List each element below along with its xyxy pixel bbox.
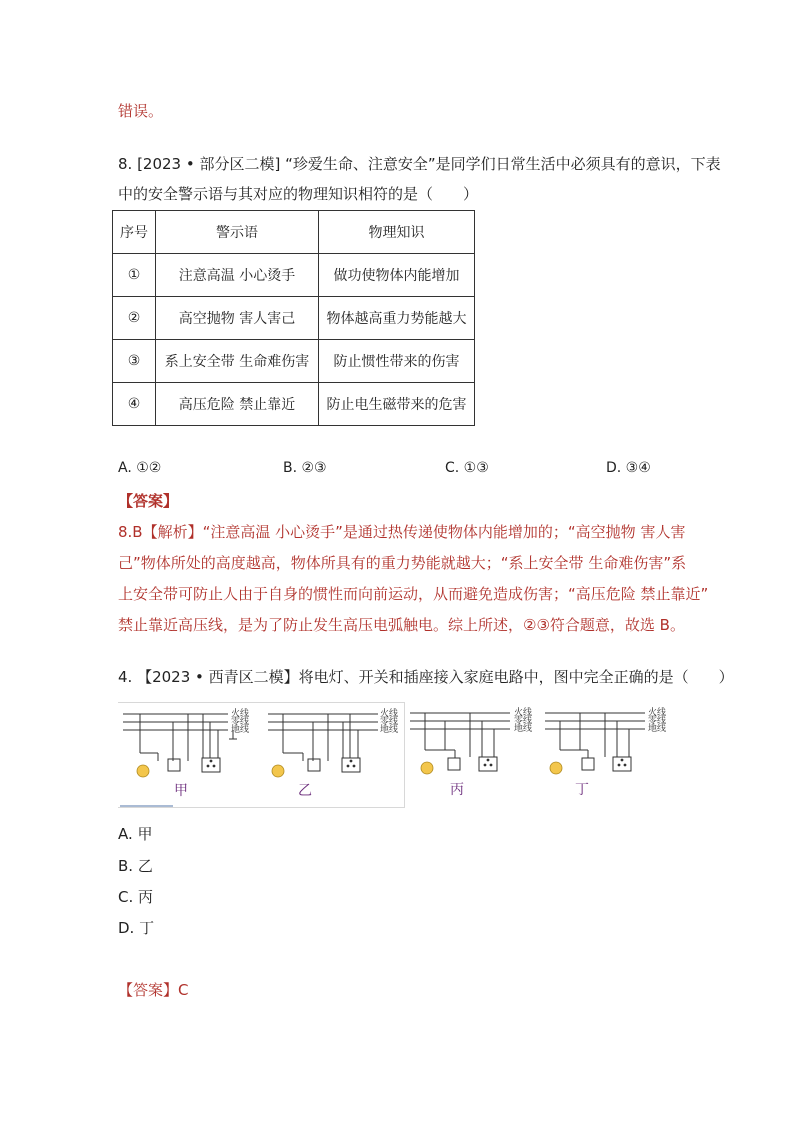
q8-answer-label: 【答案】 [118, 492, 179, 510]
table-header: 警示语 [156, 211, 319, 254]
wire-label-neutral: 零线 [648, 716, 667, 726]
warning-table [112, 210, 475, 426]
table-cell: 系上安全带 生命难伤害 [156, 340, 319, 383]
table-cell: 防止电生磁带来的危害 [319, 383, 475, 426]
q8-analysis-line1: 8.B【解析】“注意高温 小心烫手”是通过热传递使物体内能增加的；“高空抛物 害人害 [118, 523, 686, 541]
table-row [113, 297, 475, 340]
table-row [113, 383, 475, 426]
wire-label-ground: 地线 [231, 725, 250, 735]
q8-analysis-line2: 己”物体所处的高度越高，物体所具有的重力势能就越大；“系上安全带 生命难伤害”系 [118, 554, 687, 572]
wire-label-live: 火线 [231, 709, 250, 719]
circuit-diagram-panel-left [118, 702, 405, 808]
wire-label-neutral: 零线 [380, 717, 399, 727]
table-cell: ③ [113, 340, 156, 383]
table-cell: 高压危险 禁止靠近 [156, 383, 319, 426]
wire-label-ground: 地线 [648, 724, 667, 734]
table-header: 序号 [113, 211, 156, 254]
table-cell: 高空抛物 害人害己 [156, 297, 319, 340]
q8-option-b: B. ②③ [283, 460, 327, 476]
q4-option-b: B. 乙 [118, 857, 153, 875]
q8-option-d: D. ③④ [606, 460, 651, 476]
q8-stem-line2: 中的安全警示语与其对应的物理知识相符的是（ ） [118, 185, 479, 203]
previous-answer-fragment: 错误。 [118, 102, 164, 120]
wire-label-neutral: 零线 [231, 717, 250, 727]
wire-label-live: 火线 [514, 708, 533, 718]
q4-answer: 【答案】C [118, 981, 189, 999]
table-row [113, 340, 475, 383]
table-header-row [113, 211, 475, 254]
wire-label-ground: 地线 [380, 725, 399, 735]
table-cell: 注意高温 小心烫手 [156, 254, 319, 297]
q4-option-a: A. 甲 [118, 825, 153, 843]
table-cell: ② [113, 297, 156, 340]
diagram-caption-ding: 丁 [575, 782, 589, 798]
table-cell: 防止惯性带来的伤害 [319, 340, 475, 383]
diagram-caption-jia: 甲 [174, 783, 188, 799]
q8-option-c: C. ①③ [445, 460, 489, 476]
q8-analysis-line3: 上安全带可防止人由于自身的惯性而向前运动，从而避免造成伤害；“高压危险 禁止靠近” [118, 585, 709, 603]
diagram-caption-bing: 丙 [450, 782, 464, 798]
table-cell: ④ [113, 383, 156, 426]
table-cell: 做功使物体内能增加 [319, 254, 475, 297]
circuit-diagrams-bing-ding [410, 702, 676, 802]
q8-analysis-line4: 禁止靠近高压线，是为了防止发生高压电弧触电。综上所述，②③符合题意，故选 B。 [118, 616, 685, 634]
q8-stem-line1: 8. [2023 • 部分区二模] “珍爱生命、注意安全”是同学们日常生活中必须具有的意识，下表 [118, 155, 721, 173]
q4-option-c: C. 丙 [118, 888, 154, 906]
circuit-diagrams-jia-yi [118, 703, 404, 807]
table-row [113, 254, 475, 297]
q4-option-d: D. 丁 [118, 919, 155, 937]
q8-option-a: A. ①② [118, 460, 162, 476]
wire-label-ground: 地线 [514, 724, 533, 734]
wire-label-live: 火线 [648, 708, 667, 718]
table-header: 物理知识 [319, 211, 475, 254]
table-cell: 物体越高重力势能越大 [319, 297, 475, 340]
table-cell: ① [113, 254, 156, 297]
diagram-caption-yi: 乙 [298, 783, 312, 799]
wire-label-neutral: 零线 [514, 716, 533, 726]
wire-label-live: 火线 [380, 709, 399, 719]
q4-stem: 4. 【2023 • 西青区二模】将电灯、开关和插座接入家庭电路中，图中完全正确的是（ ） [118, 668, 734, 686]
